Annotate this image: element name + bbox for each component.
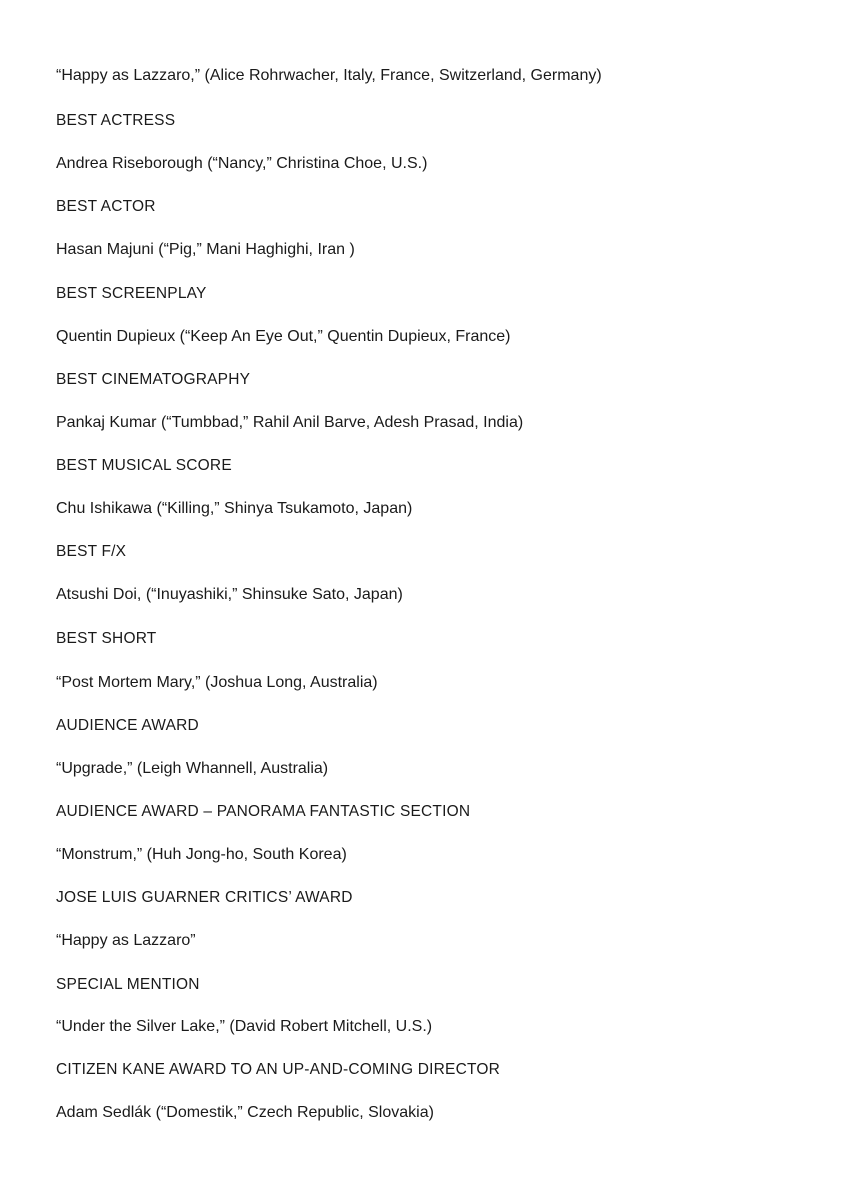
award-category-heading: BEST SCREENPLAY — [56, 285, 207, 302]
winner-line: Chu Ishikawa (“Killing,” Shinya Tsukamoto, Japan) — [56, 500, 413, 517]
award-category-heading: AUDIENCE AWARD — [56, 717, 199, 734]
award-category-heading: JOSE LUIS GUARNER CRITICS’ AWARD — [56, 889, 353, 906]
winner-line: “Monstrum,” (Huh Jong-ho, South Korea) — [56, 846, 347, 863]
winner-line: “Post Mortem Mary,” (Joshua Long, Australia) — [56, 674, 378, 691]
award-category-heading: BEST SHORT — [56, 630, 157, 647]
award-category-heading: CITIZEN KANE AWARD TO AN UP-AND-COMING DIRECTOR — [56, 1061, 501, 1078]
winner-line: Adam Sedlák (“Domestik,” Czech Republic, Slovakia) — [56, 1104, 434, 1121]
award-category-heading: BEST MUSICAL SCORE — [56, 457, 232, 474]
winner-line: Pankaj Kumar (“Tumbbad,” Rahil Anil Barve, Adesh Prasad, India) — [56, 414, 524, 431]
winner-line: Andrea Riseborough (“Nancy,” Christina Choe, U.S.) — [56, 155, 428, 172]
winner-line: “Upgrade,” (Leigh Whannell, Australia) — [56, 760, 329, 777]
award-category-heading: BEST ACTOR — [56, 198, 156, 215]
winner-line: “Happy as Lazzaro,” (Alice Rohrwacher, Italy, France, Switzerland, Germany) — [56, 67, 602, 84]
winner-line: Atsushi Doi, (“Inuyashiki,” Shinsuke Sato, Japan) — [56, 586, 403, 603]
winner-line: Hasan Majuni (“Pig,” Mani Haghighi, Iran ) — [56, 241, 355, 258]
winner-line: “Happy as Lazzaro” — [56, 932, 196, 949]
award-category-heading: BEST ACTRESS — [56, 112, 176, 129]
award-category-heading: BEST F/X — [56, 543, 127, 560]
award-category-heading: BEST CINEMATOGRAPHY — [56, 371, 251, 388]
winner-line: Quentin Dupieux (“Keep An Eye Out,” Quentin Dupieux, France) — [56, 328, 511, 345]
award-category-heading: AUDIENCE AWARD – PANORAMA FANTASTIC SECTION — [56, 803, 471, 820]
award-category-heading: SPECIAL MENTION — [56, 976, 200, 993]
winner-line: “Under the Silver Lake,” (David Robert Mitchell, U.S.) — [56, 1018, 433, 1035]
